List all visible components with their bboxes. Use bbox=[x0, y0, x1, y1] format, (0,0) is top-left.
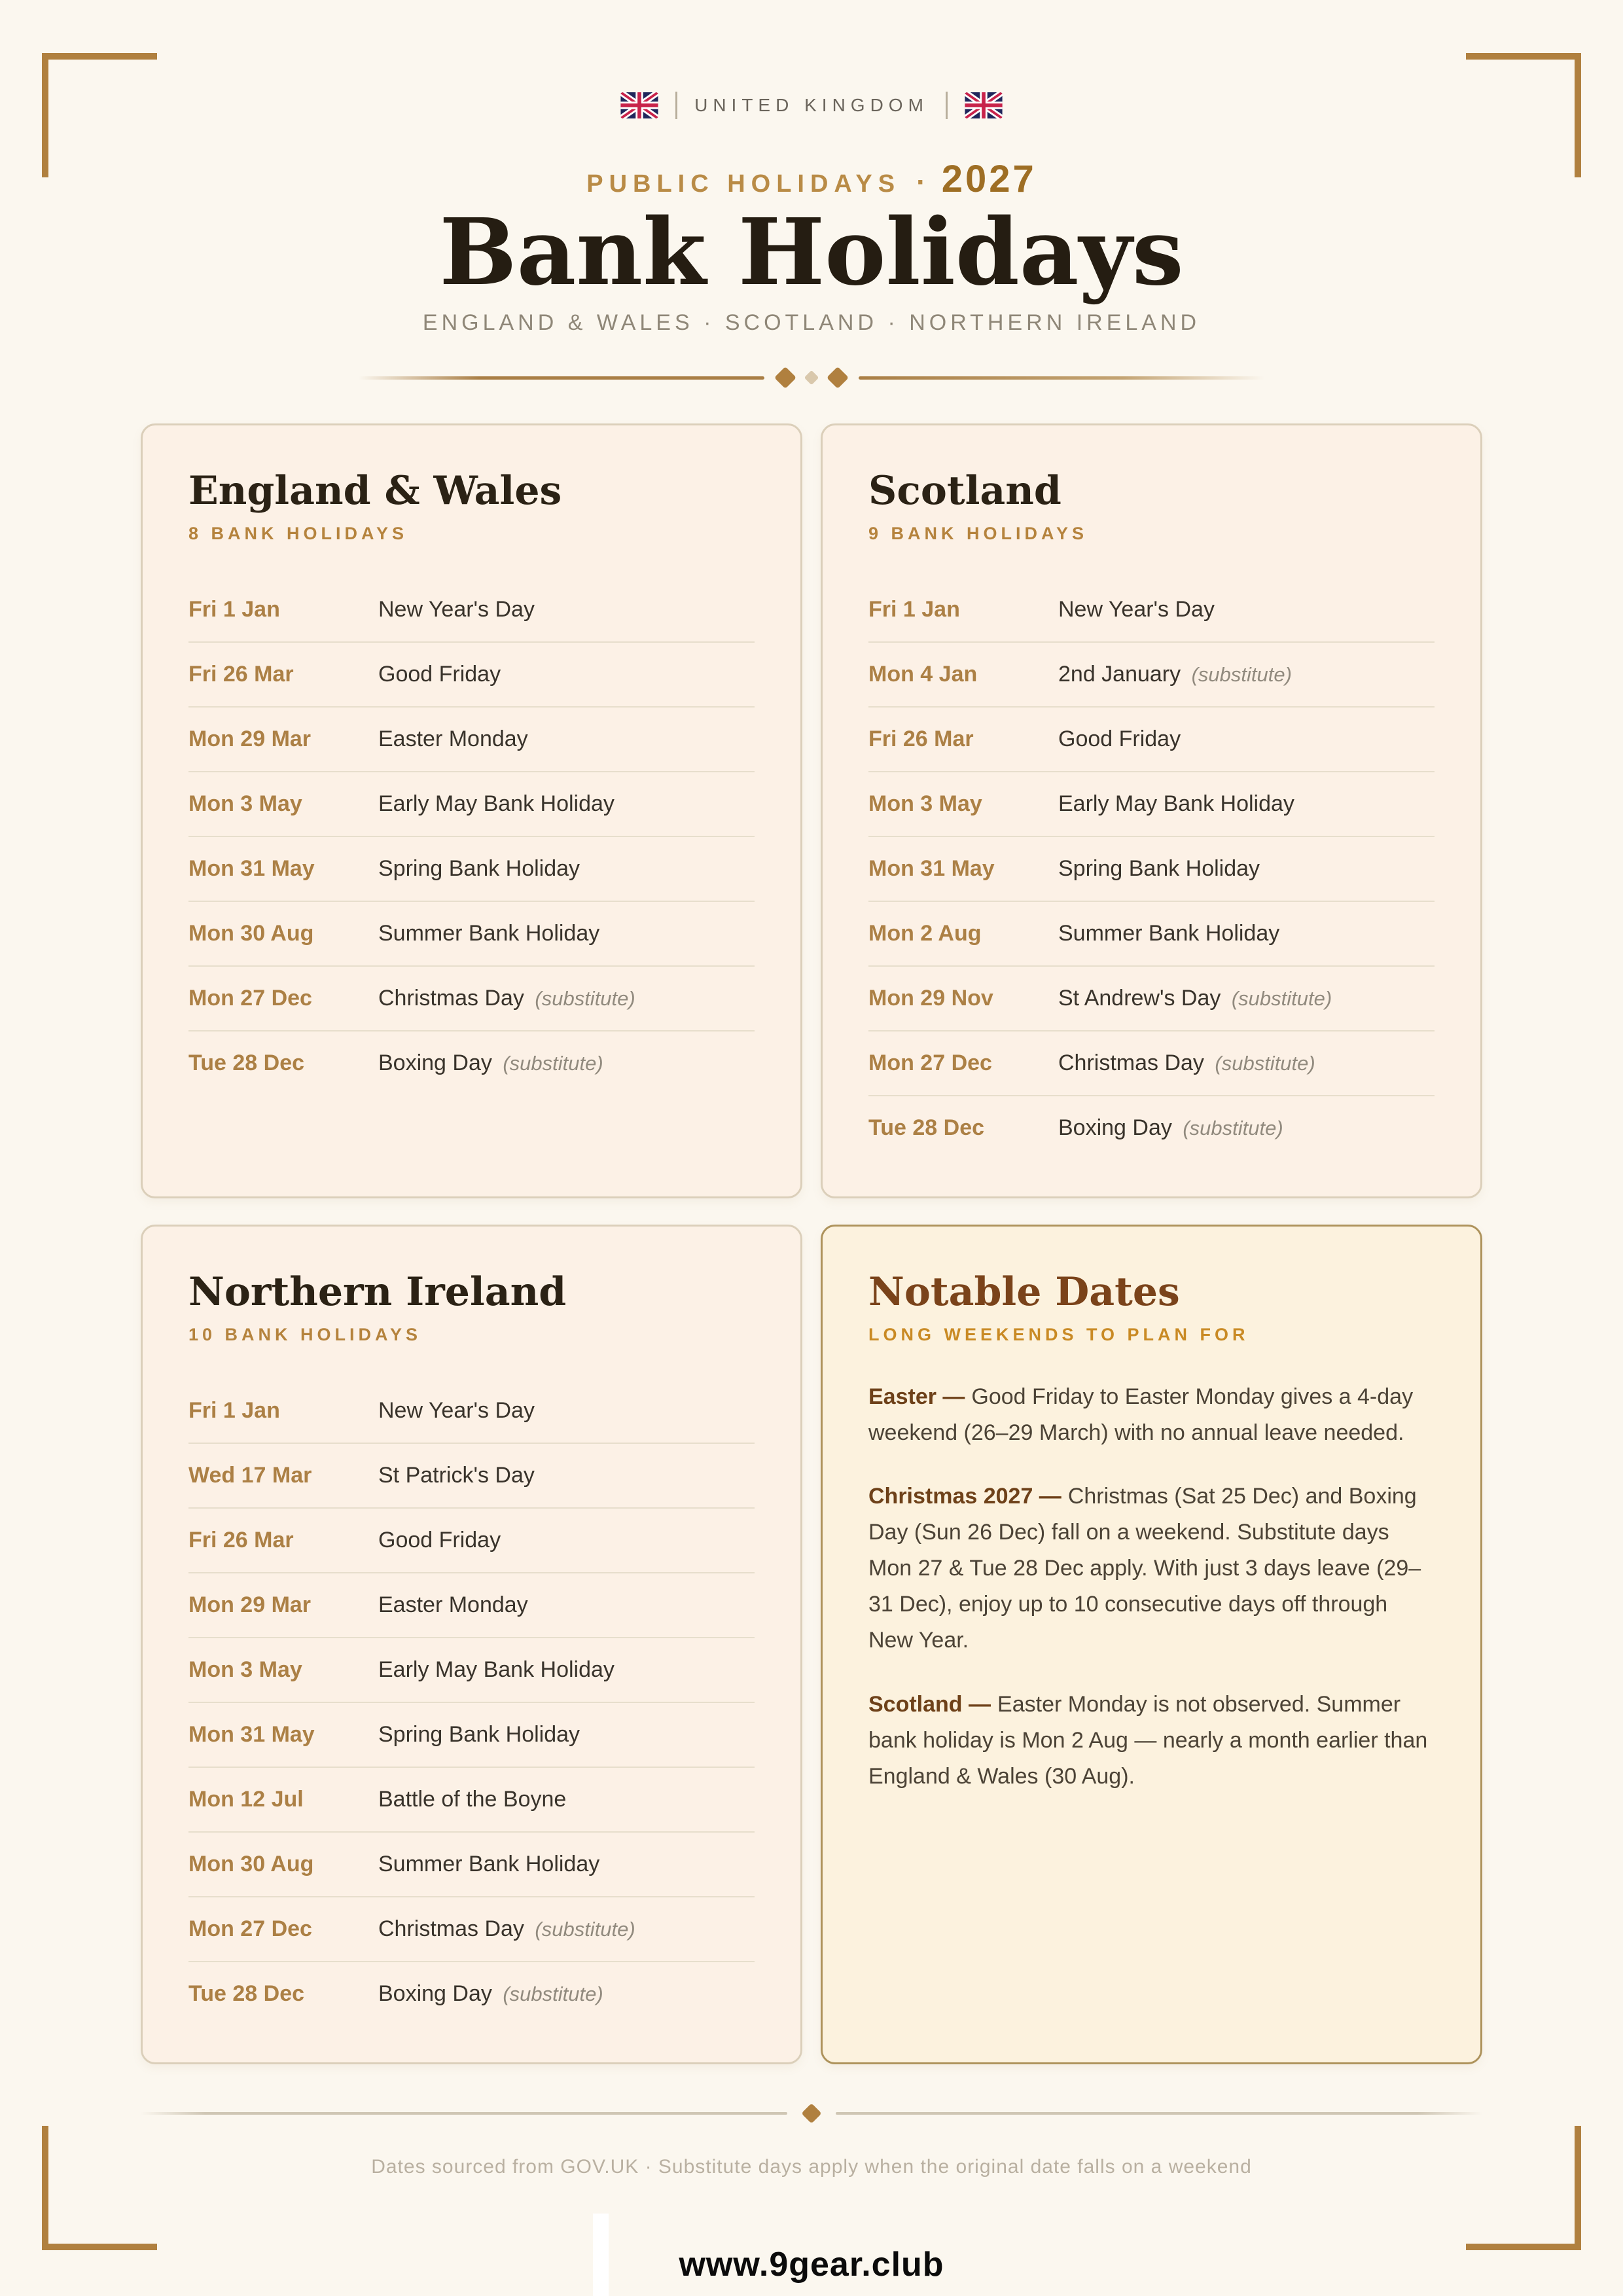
holiday-name-wrap bbox=[378, 662, 755, 687]
holiday-date: Mon 30 Aug bbox=[188, 1852, 314, 1876]
holiday-date: Mon 31 May bbox=[868, 856, 995, 881]
holiday-substitute-note: (substitute) bbox=[1183, 1117, 1283, 1139]
notable-title: Notable Dates bbox=[868, 1269, 1180, 1315]
corner-bracket-bottom-left bbox=[42, 2126, 157, 2250]
holiday-row bbox=[188, 1379, 755, 1444]
holiday-name: New Year's Day bbox=[378, 1398, 535, 1423]
holiday-name: St Andrew's Day bbox=[1058, 986, 1221, 1011]
holiday-substitute-note: (substitute) bbox=[1215, 1052, 1315, 1075]
holiday-date: Mon 29 Mar bbox=[188, 726, 312, 751]
holiday-name: Boxing Day bbox=[378, 1981, 492, 2006]
holiday-row bbox=[188, 643, 755, 708]
site-url: www.9gear.club bbox=[679, 2246, 944, 2284]
cards-grid bbox=[141, 423, 1482, 2064]
holiday-row bbox=[188, 1833, 755, 1897]
holiday-date: Mon 12 Jul bbox=[188, 1787, 304, 1812]
holiday-name-wrap bbox=[1058, 1050, 1435, 1076]
holiday-name-wrap bbox=[1058, 791, 1435, 817]
paragraph-text: Good Friday to Easter Monday gives a 4-day weekend (26–29 March) with no annual leave needed. bbox=[868, 1384, 1414, 1446]
holiday-name-wrap bbox=[378, 1916, 755, 1942]
holiday-rows bbox=[188, 1379, 755, 2026]
notable-paragraph bbox=[868, 1687, 1435, 1795]
country-banner bbox=[0, 92, 1623, 119]
holiday-name-wrap bbox=[378, 856, 755, 882]
holiday-row bbox=[188, 578, 755, 643]
holiday-date: Mon 2 Aug bbox=[868, 921, 982, 946]
holiday-row bbox=[188, 1962, 755, 2026]
holiday-row bbox=[188, 772, 755, 837]
holiday-name-wrap bbox=[378, 726, 755, 752]
holiday-name-wrap bbox=[1058, 597, 1435, 622]
holiday-name: Early May Bank Holiday bbox=[378, 1657, 615, 1682]
notable-dates-card bbox=[821, 1225, 1482, 2064]
holiday-substitute-note: (substitute) bbox=[535, 1918, 635, 1941]
holiday-date: Mon 31 May bbox=[188, 856, 315, 881]
holiday-date: Tue 28 Dec bbox=[868, 1115, 985, 1140]
country-label: UNITED KINGDOM bbox=[694, 95, 929, 115]
holiday-name: St Patrick's Day bbox=[378, 1463, 535, 1488]
divider-line bbox=[359, 376, 764, 380]
holiday-date: Fri 26 Mar bbox=[188, 1528, 294, 1552]
holiday-row bbox=[868, 1096, 1435, 1160]
holiday-rows bbox=[188, 578, 755, 1095]
paragraph-text: Christmas (Sat 25 Dec) and Boxing Day (Sun 26 Dec) fall on a weekend. Substitute days Mon 27 & Tue 28 Dec apply. With just 3 days leave (29–31 Dec), enjoy up to 10 consecutive days off through New Year. bbox=[868, 1484, 1421, 1653]
holiday-row bbox=[188, 1638, 755, 1703]
paragraph-lead: Christmas 2027 — bbox=[868, 1484, 1061, 1509]
holiday-name: Easter Monday bbox=[378, 726, 528, 751]
holiday-name: Battle of the Boyne bbox=[378, 1787, 567, 1812]
holiday-date: Mon 3 May bbox=[188, 791, 302, 816]
holiday-name-wrap bbox=[378, 1050, 755, 1076]
holiday-substitute-note: (substitute) bbox=[503, 1052, 603, 1075]
region-title: England & Wales bbox=[188, 468, 562, 514]
holiday-date: Tue 28 Dec bbox=[188, 1050, 305, 1075]
region-card bbox=[821, 423, 1482, 1198]
holiday-name-wrap bbox=[378, 986, 755, 1011]
holiday-row bbox=[188, 1444, 755, 1509]
holiday-date: Fri 26 Mar bbox=[868, 726, 974, 751]
region-card bbox=[141, 1225, 802, 2064]
holiday-name-wrap bbox=[378, 1722, 755, 1748]
divider-line bbox=[836, 2112, 1482, 2115]
kicker-label: PUBLIC HOLIDAYS bbox=[586, 170, 901, 198]
holiday-date: Fri 26 Mar bbox=[188, 662, 294, 687]
holiday-substitute-note: (substitute) bbox=[535, 987, 635, 1010]
diamond-icon bbox=[804, 370, 819, 386]
holiday-date: Tue 28 Dec bbox=[188, 1981, 305, 2006]
holiday-row bbox=[188, 902, 755, 967]
holiday-substitute-note: (substitute) bbox=[503, 1982, 603, 2005]
region-card bbox=[141, 423, 802, 1198]
region-count-label: 10 BANK HOLIDAYS bbox=[188, 1325, 422, 1344]
paragraph-lead: Easter — bbox=[868, 1384, 965, 1409]
holiday-name-wrap bbox=[378, 1852, 755, 1877]
holiday-row bbox=[188, 1703, 755, 1768]
holiday-name: Easter Monday bbox=[378, 1592, 528, 1617]
holiday-date: Mon 27 Dec bbox=[868, 1050, 992, 1075]
holiday-name: Good Friday bbox=[1058, 726, 1181, 751]
holiday-row bbox=[188, 1897, 755, 1962]
page-title: Bank Holidays bbox=[439, 199, 1184, 306]
footer bbox=[0, 2106, 1623, 2178]
notable-paragraph bbox=[868, 1379, 1435, 1451]
holiday-date: Fri 1 Jan bbox=[868, 597, 960, 622]
holiday-name: Early May Bank Holiday bbox=[378, 791, 615, 816]
holiday-name: Spring Bank Holiday bbox=[1058, 856, 1260, 881]
holiday-date: Fri 1 Jan bbox=[188, 597, 280, 622]
header bbox=[0, 0, 1623, 386]
holiday-name-wrap bbox=[378, 1463, 755, 1488]
holiday-date: Mon 29 Nov bbox=[868, 986, 993, 1011]
holiday-name: Summer Bank Holiday bbox=[1058, 921, 1280, 946]
region-title: Scotland bbox=[868, 468, 1061, 514]
holiday-name-wrap bbox=[378, 1398, 755, 1424]
holiday-row bbox=[868, 1031, 1435, 1096]
holiday-date: Mon 27 Dec bbox=[188, 986, 312, 1011]
notable-paragraph bbox=[868, 1479, 1435, 1659]
holiday-name: Good Friday bbox=[378, 1528, 501, 1552]
holiday-row bbox=[188, 708, 755, 772]
notable-paragraphs bbox=[868, 1379, 1435, 1795]
holiday-name-wrap bbox=[378, 1981, 755, 2007]
holiday-date: Mon 3 May bbox=[868, 791, 982, 816]
holiday-name-wrap bbox=[1058, 726, 1435, 752]
notable-subtitle: LONG WEEKENDS TO PLAN FOR bbox=[868, 1325, 1249, 1344]
holiday-date: Mon 4 Jan bbox=[868, 662, 978, 687]
page-subtitle: ENGLAND & WALES · SCOTLAND · NORTHERN IRELAND bbox=[422, 310, 1201, 335]
paragraph-lead: Scotland — bbox=[868, 1691, 991, 1717]
corner-bracket-bottom-right bbox=[1466, 2126, 1581, 2250]
union-jack-icon bbox=[965, 92, 1003, 118]
divider-line bbox=[141, 2112, 787, 2115]
holiday-row bbox=[868, 902, 1435, 967]
ornament-divider bbox=[0, 370, 1623, 386]
holiday-row bbox=[188, 1768, 755, 1833]
holiday-name-wrap bbox=[1058, 1115, 1435, 1141]
holiday-row bbox=[868, 837, 1435, 902]
holiday-name: Good Friday bbox=[378, 662, 501, 687]
holiday-name-wrap bbox=[378, 1592, 755, 1618]
holiday-name: Christmas Day bbox=[378, 1916, 524, 1941]
holiday-date: Fri 1 Jan bbox=[188, 1398, 280, 1423]
holiday-name: Boxing Day bbox=[1058, 1115, 1172, 1140]
holiday-rows bbox=[868, 578, 1435, 1160]
region-count-label: 8 BANK HOLIDAYS bbox=[188, 524, 408, 543]
holiday-name-wrap bbox=[378, 597, 755, 622]
holiday-row bbox=[868, 643, 1435, 708]
diamond-icon bbox=[801, 2103, 821, 2123]
holiday-name-wrap bbox=[1058, 921, 1435, 946]
holiday-name: Christmas Day bbox=[1058, 1050, 1204, 1075]
holiday-name-wrap bbox=[378, 921, 755, 946]
holiday-name-wrap bbox=[378, 1528, 755, 1553]
holiday-name: Summer Bank Holiday bbox=[378, 1852, 600, 1876]
holiday-date: Mon 29 Mar bbox=[188, 1592, 312, 1617]
corner-bracket-top-left bbox=[42, 53, 157, 177]
holiday-substitute-note: (substitute) bbox=[1231, 987, 1332, 1010]
kicker-line bbox=[0, 157, 1623, 201]
holiday-row bbox=[188, 1573, 755, 1638]
kicker-dot: · bbox=[916, 166, 926, 198]
holiday-name: Early May Bank Holiday bbox=[1058, 791, 1294, 816]
holiday-date: Mon 31 May bbox=[188, 1722, 315, 1747]
holiday-row bbox=[868, 578, 1435, 643]
holiday-name: Boxing Day bbox=[378, 1050, 492, 1075]
holiday-row bbox=[868, 708, 1435, 772]
holiday-name: 2nd January bbox=[1058, 662, 1181, 687]
holiday-name: Christmas Day bbox=[378, 986, 524, 1011]
holiday-row bbox=[188, 967, 755, 1031]
region-title: Northern Ireland bbox=[188, 1269, 567, 1315]
holiday-name-wrap bbox=[1058, 662, 1435, 687]
holiday-date: Mon 27 Dec bbox=[188, 1916, 312, 1941]
holiday-name: New Year's Day bbox=[1058, 597, 1215, 622]
holiday-name-wrap bbox=[1058, 986, 1435, 1011]
footer-divider bbox=[141, 2106, 1482, 2121]
diamond-icon bbox=[827, 367, 849, 389]
holiday-row bbox=[188, 1031, 755, 1095]
paragraph-text: Easter Monday is not observed. Summer bank holiday is Mon 2 Aug — nearly a month earlier than England & Wales (30 Aug). bbox=[868, 1691, 1428, 1789]
holiday-name-wrap bbox=[378, 1657, 755, 1683]
divider-line bbox=[859, 376, 1264, 380]
holiday-date: Mon 3 May bbox=[188, 1657, 302, 1682]
holiday-date: Mon 30 Aug bbox=[188, 921, 314, 946]
vertical-separator bbox=[946, 92, 948, 119]
holiday-row bbox=[868, 967, 1435, 1031]
union-jack-icon bbox=[620, 92, 658, 118]
holiday-date: Wed 17 Mar bbox=[188, 1463, 312, 1488]
holiday-substitute-note: (substitute) bbox=[1191, 663, 1292, 686]
kicker-year: 2027 bbox=[941, 158, 1037, 200]
diamond-icon bbox=[774, 367, 796, 389]
holiday-row bbox=[868, 772, 1435, 837]
vertical-separator bbox=[675, 92, 677, 119]
corner-bracket-top-right bbox=[1466, 53, 1581, 177]
holiday-name: New Year's Day bbox=[378, 597, 535, 622]
holiday-name-wrap bbox=[1058, 856, 1435, 882]
holiday-name: Spring Bank Holiday bbox=[378, 856, 580, 881]
holiday-name: Summer Bank Holiday bbox=[378, 921, 600, 946]
holiday-row bbox=[188, 837, 755, 902]
footer-note: Dates sourced from GOV.UK · Substitute days apply when the original date falls on a weekend bbox=[371, 2156, 1252, 2178]
holiday-row bbox=[188, 1509, 755, 1573]
holiday-name-wrap bbox=[378, 791, 755, 817]
region-count-label: 9 BANK HOLIDAYS bbox=[868, 524, 1088, 543]
holiday-name: Spring Bank Holiday bbox=[378, 1722, 580, 1747]
holiday-name-wrap bbox=[378, 1787, 755, 1812]
